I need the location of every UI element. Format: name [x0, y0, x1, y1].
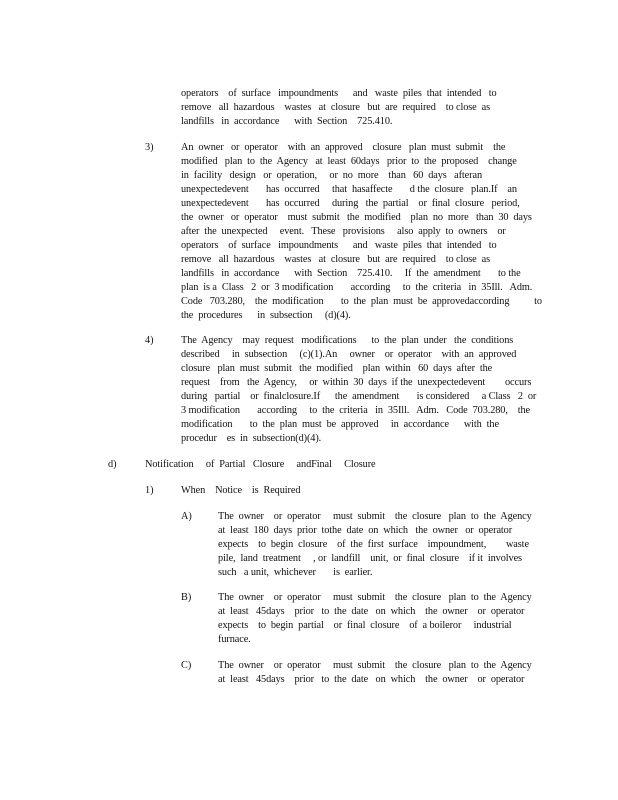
text-line: the procedures in subsection (d)(4).	[181, 310, 351, 321]
text-line: landfills in accordance with Section 725.410. If the amendment to the	[181, 268, 521, 279]
text-line: expects to begin closure of the first surface impoundment, waste	[218, 539, 529, 550]
text-line: request from the Agency, or within 30 days if the unexpectedevent occurs	[181, 377, 532, 388]
item-label-4: 4)	[145, 335, 154, 346]
text-line: described in subsection (c)(1).An owner or operator with an approved	[181, 349, 517, 360]
text-line: in facility design or operation, or no more than 60 days afteran	[181, 170, 482, 181]
text-line: operators of surface impoundments and waste piles that intended to	[181, 88, 497, 99]
text-line: modification to the plan must be approved in accordance with the	[181, 419, 499, 430]
text-line: The owner or operator must submit the closure plan to the Agency	[218, 592, 532, 603]
item-label-b: B)	[181, 592, 192, 603]
text-line: closure plan must submit the modified plan within 60 days after the	[181, 363, 493, 374]
text-line: The owner or operator must submit the closure plan to the Agency	[218, 660, 532, 671]
text-line: operators of surface impoundments and waste piles that intended to	[181, 240, 497, 251]
text-line: 3 modification according to the criteria in 35Ill. Adm. Code 703.280, the	[181, 405, 531, 416]
subsection-heading: When Notice is Required	[181, 485, 301, 496]
text-line: Code 703.280, the modification to the plan must be approvedaccording to	[181, 296, 542, 307]
text-line: plan is a Class 2 or 3 modification according to the criteria in 35Ill. Adm.	[181, 282, 533, 293]
item-label-c: C)	[181, 660, 192, 671]
item-label-3: 3)	[145, 142, 154, 153]
text-line: at least 45days prior to the date on which the owner or operator	[218, 606, 525, 617]
item-label-1: 1)	[145, 485, 154, 496]
text-line: An owner or operator with an approved closure plan must submit the	[181, 142, 506, 153]
text-line: landfills in accordance with Section 725.410.	[181, 116, 393, 127]
text-line: remove all hazardous wastes at closure but are required to close as	[181, 102, 490, 113]
text-line: remove all hazardous wastes at closure but are required to close as	[181, 254, 490, 265]
item-label-a: A)	[181, 511, 192, 522]
section-label-d: d)	[108, 459, 117, 470]
text-line: furnace.	[218, 634, 251, 645]
text-line: procedur es in subsection(d)(4).	[181, 433, 322, 444]
text-line: after the unexpected event. These provisions also apply to owners or	[181, 226, 506, 237]
text-line: the owner or operator must submit the modified plan no more than 30 days	[181, 212, 532, 223]
text-line: such a unit, whichever is earlier.	[218, 567, 373, 578]
text-line: unexpectedevent has occurred during the partial or final closure period,	[181, 198, 520, 209]
text-line: at least 45days prior to the date on which the owner or operator	[218, 674, 525, 685]
text-line: modified plan to the Agency at least 60days prior to the proposed change	[181, 156, 517, 167]
text-line: The owner or operator must submit the closure plan to the Agency	[218, 511, 532, 522]
text-line: expects to begin partial or final closure of a boileror industrial	[218, 620, 512, 631]
text-line: at least 180 days prior tothe date on which the owner or operator	[218, 525, 513, 536]
section-heading: Notification of Partial Closure andFinal Closure	[145, 459, 376, 470]
text-line: unexpectedevent has occurred that hasaffecte d the closure plan.If an	[181, 184, 517, 195]
text-line: pile, land treatment , or landfill unit, or final closure if it involves	[218, 553, 522, 564]
text-line: during partial or finalclosure.If the amendment is considered a Class 2 or	[181, 391, 537, 402]
text-line: The Agency may request modifications to the plan under the conditions	[181, 335, 514, 346]
